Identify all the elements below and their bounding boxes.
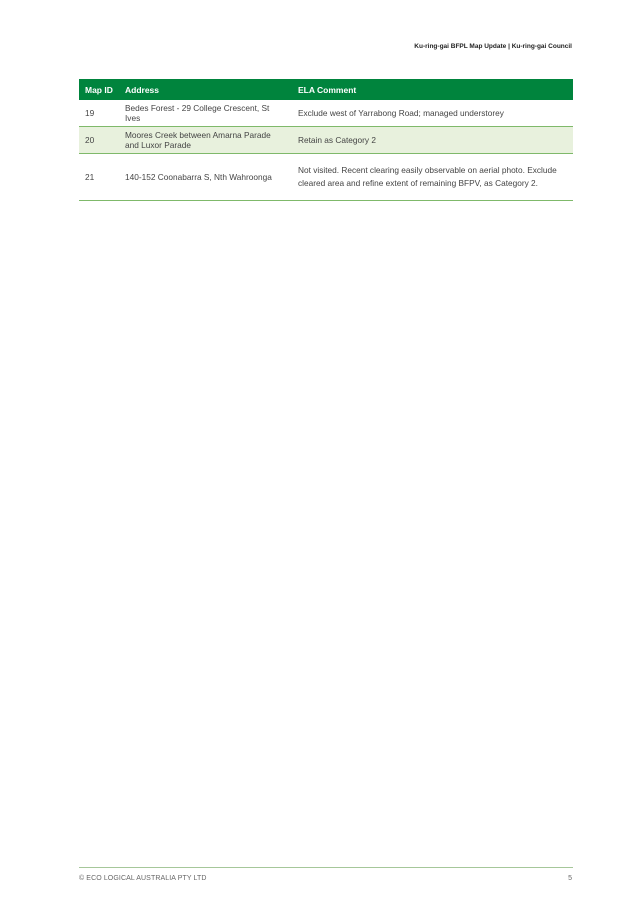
address-cell: Moores Creek between Amarna Parade and Luxor Parade — [119, 127, 292, 154]
comment-cell: Not visited. Recent clearing easily observable on aerial photo. Exclude cleared area and refine extent of remaining BFPV, as Category 2. — [292, 154, 573, 201]
map-id-cell: 21 — [79, 154, 119, 201]
map-id-cell: 19 — [79, 100, 119, 127]
table-row — [79, 154, 573, 201]
column-header-map-id: Map ID — [79, 79, 119, 100]
comment-cell: Exclude west of Yarrabong Road; managed understorey — [292, 100, 573, 127]
page-number: 5 — [568, 875, 572, 882]
footer-divider — [79, 867, 573, 868]
table-row — [79, 127, 573, 154]
column-header-address: Address — [119, 79, 292, 100]
table-header-row — [79, 79, 573, 100]
table-row — [79, 100, 573, 127]
address-cell: Bedes Forest - 29 College Crescent, St Ives — [119, 100, 292, 127]
map-comments-table — [79, 79, 573, 201]
map-id-cell: 20 — [79, 127, 119, 154]
footer-copyright: © ECO LOGICAL AUSTRALIA PTY LTD — [79, 875, 207, 882]
running-header: Ku-ring-gai BFPL Map Update | Ku-ring-gai Council — [414, 43, 572, 50]
column-header-ela-comment: ELA Comment — [292, 79, 573, 100]
address-cell: 140-152 Coonabarra S, Nth Wahroonga — [119, 154, 292, 201]
comment-cell: Retain as Category 2 — [292, 127, 573, 154]
